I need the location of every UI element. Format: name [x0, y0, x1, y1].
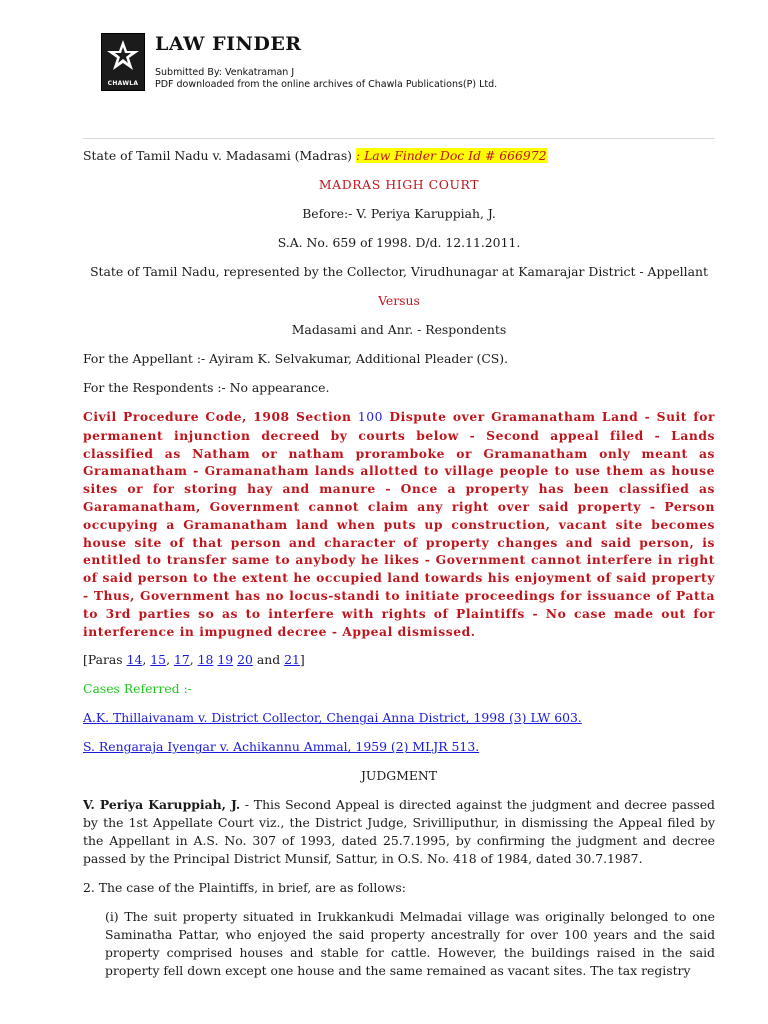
para-link-18[interactable]: 18: [197, 652, 214, 668]
submitted-by: Submitted By: Venkatraman J: [155, 67, 295, 78]
section-link[interactable]: 100: [357, 410, 384, 424]
headnote-text: Dispute over Gramanatham Land - Suit for permanent injunction decreed by courts below - Second appeal filed - Lands classified as Natham or natham proramboke or Gramanatham only meant as Gramanatham - Gramanatham lands allotted to village people to use them as house sites or for storing hay and manure - Once a property has been classified as Garamanatham, Government cannot claim any right over said property - Person occupying a Gramanatham land when puts up construction, vacant site becomes house site of that person and character of property changes and said person, is entitled to transfer same to anybody he likes - Government cannot interfere in right of said person to the extent he occupied land towards his enjoyment of said property - Thus, Government has no locus-standi to initiate proceedings for issuance of Patta to 3rd parties so as to interfere with rights of Plaintiffs - No case made out for interference in impugned decree - Appeal dismissed.: [83, 409, 715, 639]
versus: Versus: [378, 293, 420, 308]
case-ref-link-2[interactable]: S. Rengaraja Iyengar v. Achikannu Ammal, 1959 (2) MLJR 513.: [83, 739, 480, 755]
paras-close: ]: [299, 652, 305, 668]
headnote-prefix: Civil Procedure Code, 1908 Section: [83, 409, 358, 424]
judge-name: V. Periya Karuppiah, J.: [83, 797, 241, 813]
judgment-para-2: 2. The case of the Plaintiffs, in brief, are as follows:: [83, 880, 406, 896]
paras-line: [Paras 14, 15, 17, 18 19 20 and 21]: [83, 652, 305, 668]
case-title-line: [83, 147, 715, 165]
case-ref-link-1[interactable]: A.K. Thillaivanam v. District Collector, Chengai Anna District, 1998 (3) LW 603.: [83, 710, 582, 726]
para-link-15[interactable]: 15: [150, 652, 167, 668]
header-divider: [83, 138, 715, 139]
download-note: PDF downloaded from the online archives of Chawla Publications(P) Ltd.: [155, 79, 498, 90]
logo-text: CHAWLA: [107, 80, 139, 87]
para-link-20[interactable]: 20: [237, 652, 253, 668]
court-name: MADRAS HIGH COURT: [318, 177, 480, 192]
respondents: Madasami and Anr. - Respondents: [291, 322, 507, 337]
case-title: State of Tamil Nadu v. Madasami (Madras): [83, 148, 353, 163]
document-body: [83, 147, 715, 991]
cases-referred-label: Cases Referred :-: [83, 681, 192, 697]
appellant: State of Tamil Nadu, represented by the Collector, Virudhunagar at Kamarajar District - Appellant: [90, 264, 708, 279]
paras-open: [Paras: [83, 652, 127, 668]
judgment-para-1: [83, 796, 715, 868]
judgment-para-1-text: - This Second Appeal is directed against the judgment and decree passed by the 1st Appellate Court viz., the District Judge, Srivilliputhur, in dismissing the Appeal filed by the Appellant in A.S. No. 307 of 1993, dated 25.7.1995, by confirming the judgment and decree passed by the Principal District Munsif, Sattur, in O.S. No. 418 of 1984, dated 30.7.1987.: [83, 797, 715, 867]
judgment-para-3: (i) The suit property situated in Irukkankudi Melmadai village was originally belonged to one Saminatha Pattar, who enjoyed the said property ancestrally for over 100 years and the said property comprised houses and stable for cattle. However, the buildings raised in the said property fell down except one house and the same remained as vacant sites. The tax registry: [105, 909, 715, 979]
counsel-respondents: For the Respondents :- No appearance.: [83, 380, 330, 395]
chawla-logo: [101, 33, 145, 91]
page-header: [101, 33, 721, 93]
case-number: S.A. No. 659 of 1998. D/d. 12.11.2011.: [277, 235, 521, 250]
para-link-17[interactable]: 17: [173, 652, 190, 668]
case-ref-1: [83, 709, 715, 727]
counsel-appellant: For the Appellant :- Ayiram K. Selvakumar, Additional Pleader (CS).: [83, 351, 509, 366]
para-link-21[interactable]: 21: [284, 652, 300, 668]
brand-title: LAW FINDER: [155, 33, 302, 55]
judgment-heading: JUDGMENT: [360, 768, 438, 784]
bench: Before:- V. Periya Karuppiah, J.: [302, 206, 496, 221]
para-link-14[interactable]: 14: [126, 652, 143, 668]
paras-and: and: [256, 652, 281, 668]
para-link-19[interactable]: 19: [217, 652, 234, 668]
headnote: [83, 408, 715, 640]
case-ref-2: [83, 738, 715, 756]
doc-id: : Law Finder Doc Id # 666972: [355, 148, 547, 163]
star-logo-icon: [106, 38, 140, 74]
